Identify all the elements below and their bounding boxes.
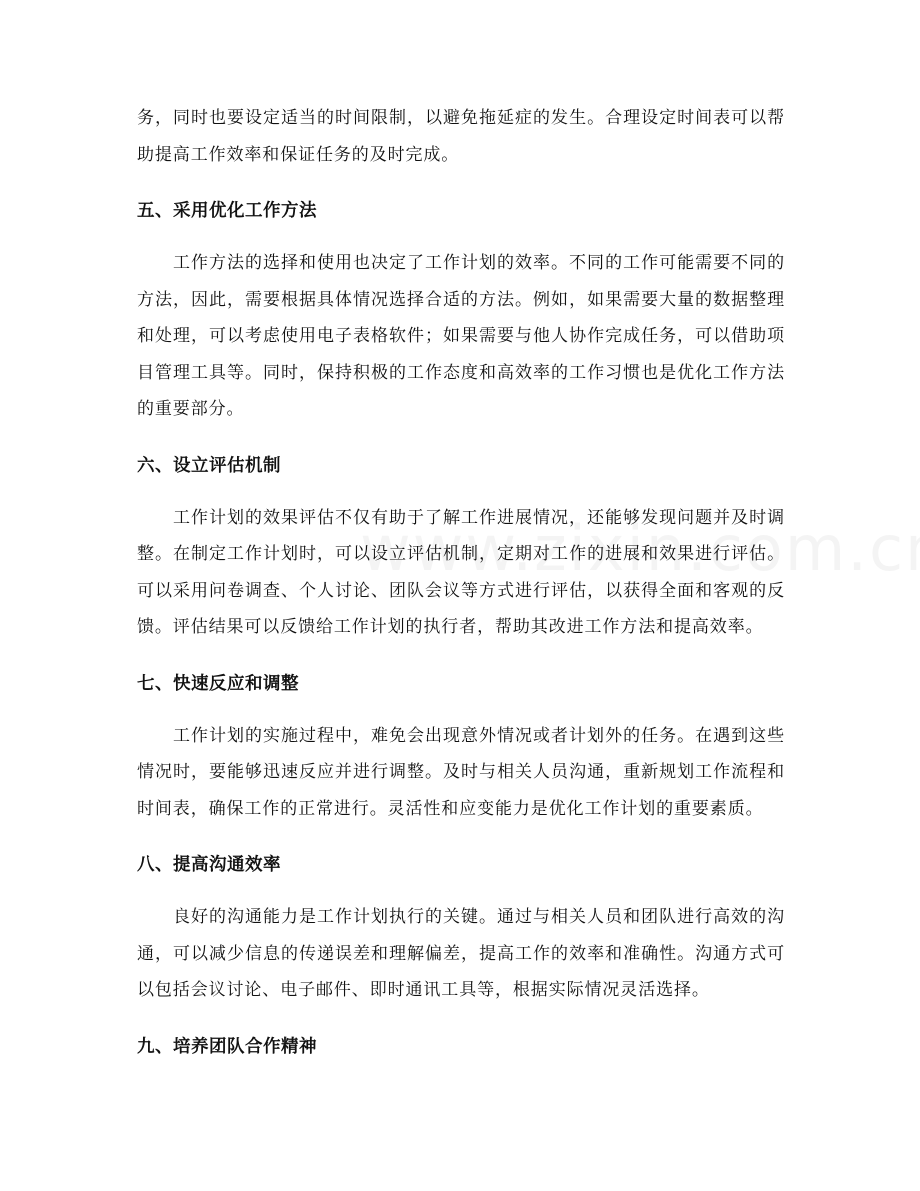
- paragraph-section-7: 工作计划的实施过程中，难免会出现意外情况或者计划外的任务。在遇到这些情况时，要能够迅速反应并进行调整。及时与相关人员沟通，重新规划工作流程和时间表，确保工作的正常进行。灵活性和应变能力是优化工作计划的重要素质。: [137, 725, 785, 819]
- section-heading-5: 五、采用优化工作方法: [137, 201, 317, 221]
- paragraph-section-6: 工作计划的效果评估不仅有助于了解工作进展情况，还能够发现问题并及时调整。在制定工作计划时，可以设立评估机制，定期对工作的进展和效果进行评估。可以采用问卷调查、个人讨论、团队会议等方式进行评估，以获得全面和客观的反馈。评估结果可以反馈给工作计划的执行者，帮助其改进工作方法和提高效率。: [137, 507, 785, 637]
- paragraph-section-5: 工作方法的选择和使用也决定了工作计划的效率。不同的工作可能需要不同的方法，因此，需要根据具体情况选择合适的方法。例如，如果需要大量的数据整理和处理，可以考虑使用电子表格软件；如果需要与他人协作完成任务，可以借助项目管理工具等。同时，保持积极的工作态度和高效率的工作习惯也是优化工作方法的重要部分。: [137, 253, 785, 419]
- section-heading-6: 六、设立评估机制: [137, 455, 281, 476]
- paragraph-section-8: 良好的沟通能力是工作计划执行的关键。通过与相关人员和团队进行高效的沟通，可以减少信息的传递误差和理解偏差，提高工作的效率和准确性。沟通方式可以包括会议讨论、电子邮件、即时通讯工具等，根据实际情况灵活选择。: [137, 907, 785, 1000]
- section-heading-8: 八、提高沟通效率: [137, 855, 281, 875]
- section-heading-7: 七、快速反应和调整: [137, 673, 299, 694]
- paragraph-continuation: 务，同时也要设定适当的时间限制，以避免拖延症的发生。合理设定时间表可以帮助提高工作效率和保证任务的及时完成。: [137, 108, 785, 165]
- section-heading-9: 九、培养团队合作精神: [137, 1036, 317, 1057]
- document-body: [137, 100, 785, 1065]
